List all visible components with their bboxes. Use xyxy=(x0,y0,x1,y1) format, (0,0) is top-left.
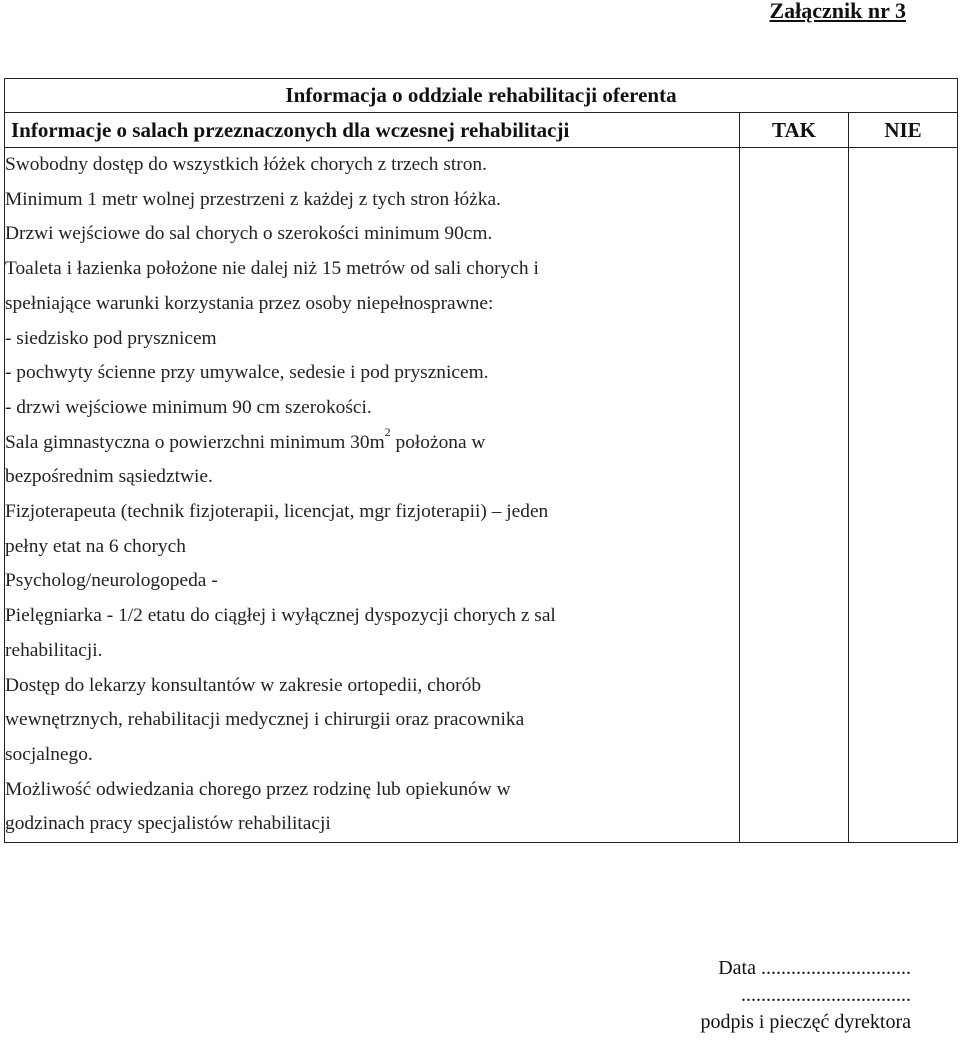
requirement-line: Minimum 1 metr wolnej przestrzeni z każdej z tych stron łóżka. xyxy=(5,188,501,210)
requirement-line: Dostęp do lekarzy konsultantów w zakresie ortopedii, chorób xyxy=(5,674,482,696)
requirement-line: - siedzisko pod prysznicem xyxy=(5,327,217,349)
table-header-row xyxy=(5,113,958,148)
requirement-line: godzinach pracy specjalistów rehabilitacji xyxy=(5,813,331,835)
gym-text: Sala gimnastyczna o powierzchni minimum 30m xyxy=(5,431,385,453)
requirement-line: rehabilitacji. xyxy=(5,639,103,661)
requirement-line: wewnętrznych, rehabilitacji medycznej i chirurgii oraz pracownika xyxy=(5,709,525,731)
header-main: Informacje o salach przeznaczonych dla wczesnej rehabilitacji xyxy=(5,113,740,148)
requirement-line: Możliwość odwiedzania chorego przez rodzinę lub opiekunów w xyxy=(5,778,511,800)
table-title: Informacja o oddziale rehabilitacji oferenta xyxy=(5,79,958,113)
requirement-line: - drzwi wejściowe minimum 90 cm szerokości. xyxy=(5,396,372,418)
requirement-line: Psycholog/neurologopeda - xyxy=(5,570,218,592)
header-yes: TAK xyxy=(740,113,849,148)
header-no: NIE xyxy=(849,113,958,148)
requirement-line: Fizjoterapeuta (technik fizjoterapii, licencjat, mgr fizjoterapii) – jeden xyxy=(5,501,549,523)
signature-block xyxy=(701,955,911,1036)
no-answer-cell[interactable] xyxy=(849,148,958,843)
requirement-line: socjalnego. xyxy=(5,743,93,765)
requirement-line: - pochwyty ścienne przy umywalce, sedesie i pod prysznicem. xyxy=(5,362,489,384)
gym-requirement-line xyxy=(5,426,739,461)
gym-text-after: położona w xyxy=(390,431,486,453)
gym-superscript: 2 xyxy=(384,425,391,440)
date-line: Data .............................. xyxy=(718,957,911,979)
requirement-line: spełniające warunki korzystania przez osoby niepełnosprawne: xyxy=(5,292,494,314)
requirement-line: Drzwi wejściowe do sal chorych o szerokości minimum 90cm. xyxy=(5,223,493,245)
table-body-row xyxy=(5,148,958,843)
signature-dots: .................................. xyxy=(741,984,911,1006)
requirements-cell xyxy=(5,148,740,843)
requirement-line: bezpośrednim sąsiedztwie. xyxy=(5,466,213,488)
table-title-row xyxy=(5,79,958,113)
annex-label: Załącznik nr 3 xyxy=(769,0,906,23)
requirement-line: Pielęgniarka - 1/2 etatu do ciągłej i wyłącznej dyspozycji chorych z sal xyxy=(5,605,556,627)
signature-label: podpis i pieczęć dyrektora xyxy=(700,1011,911,1033)
requirement-line: Swobodny dostęp do wszystkich łóżek chorych z trzech stron. xyxy=(5,154,487,175)
rehab-info-table xyxy=(4,78,958,843)
yes-answer-cell[interactable] xyxy=(740,148,849,843)
requirement-line: Toaleta i łazienka położone nie dalej niż 15 metrów od sali chorych i xyxy=(5,258,539,280)
requirement-line: pełny etat na 6 chorych xyxy=(5,535,186,557)
